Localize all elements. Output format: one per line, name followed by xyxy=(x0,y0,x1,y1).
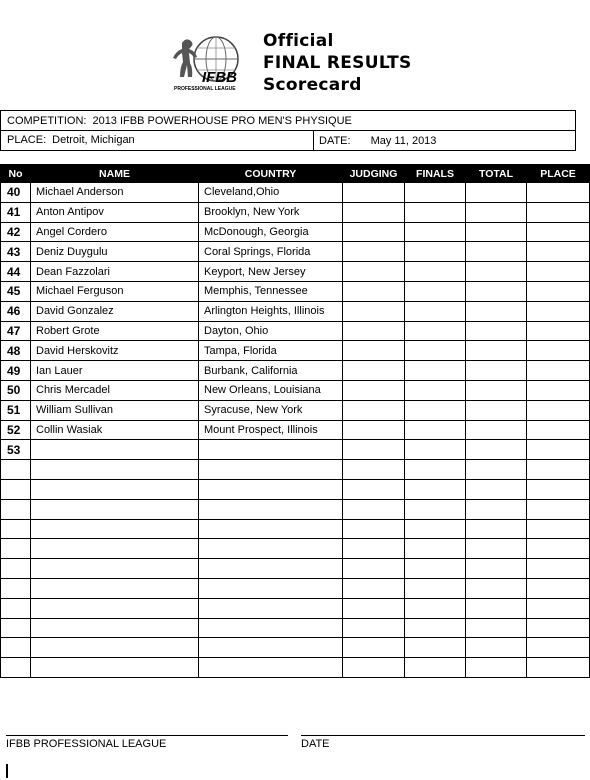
competitor-name xyxy=(31,618,199,638)
judging-cell xyxy=(343,519,405,539)
competitor-country xyxy=(199,618,343,638)
total-cell xyxy=(466,361,527,381)
finals-cell xyxy=(405,380,466,400)
judging-cell xyxy=(343,420,405,440)
judging-cell xyxy=(343,499,405,519)
competition-row xyxy=(1,111,575,130)
judging-cell xyxy=(343,341,405,361)
header-place: PLACE xyxy=(527,165,590,183)
total-cell xyxy=(466,499,527,519)
finals-cell xyxy=(405,361,466,381)
finals-cell xyxy=(405,183,466,203)
judging-cell xyxy=(343,559,405,579)
row-number xyxy=(1,539,31,559)
competitor-name: Deniz Duygulu xyxy=(31,242,199,262)
judging-cell xyxy=(343,361,405,381)
row-number: 42 xyxy=(1,222,31,242)
row-number: 51 xyxy=(1,400,31,420)
league-signature-label: IFBB PROFESSIONAL LEAGUE xyxy=(6,738,167,750)
competitor-name: Ian Lauer xyxy=(31,361,199,381)
date-field xyxy=(314,135,436,147)
competitor-country xyxy=(199,479,343,499)
row-number: 50 xyxy=(1,380,31,400)
row-number xyxy=(1,559,31,579)
table-row xyxy=(1,618,590,638)
row-number xyxy=(1,460,31,480)
competition-info xyxy=(0,110,576,151)
finals-cell xyxy=(405,618,466,638)
place-cell xyxy=(527,222,590,242)
place-cell xyxy=(527,559,590,579)
header-country: COUNTRY xyxy=(199,165,343,183)
competitor-name: Chris Mercadel xyxy=(31,380,199,400)
logo-subtext: PROFESSIONAL LEAGUE xyxy=(174,86,236,92)
date-signature-label: DATE xyxy=(301,738,330,750)
judging-cell xyxy=(343,539,405,559)
results-table xyxy=(0,164,590,678)
finals-cell xyxy=(405,420,466,440)
row-number xyxy=(1,499,31,519)
finals-cell xyxy=(405,559,466,579)
row-number: 44 xyxy=(1,262,31,282)
table-row xyxy=(1,420,590,440)
competition-label: COMPETITION: xyxy=(7,114,87,127)
table-row xyxy=(1,499,590,519)
place-cell xyxy=(527,262,590,282)
header-judging: JUDGING xyxy=(343,165,405,183)
competitor-country: Brooklyn, New York xyxy=(199,202,343,222)
competitor-name: Angel Cordero xyxy=(31,222,199,242)
title-line-1: Official xyxy=(263,31,334,51)
finals-cell xyxy=(405,499,466,519)
competitor-name: Collin Wasiak xyxy=(31,420,199,440)
table-row xyxy=(1,598,590,618)
total-cell xyxy=(466,618,527,638)
table-row xyxy=(1,361,590,381)
total-cell xyxy=(466,301,527,321)
competitor-name xyxy=(31,519,199,539)
judging-cell xyxy=(343,262,405,282)
judging-cell xyxy=(343,183,405,203)
total-cell xyxy=(466,598,527,618)
place-cell xyxy=(527,658,590,678)
place-cell xyxy=(527,183,590,203)
judging-cell xyxy=(343,400,405,420)
judging-cell xyxy=(343,618,405,638)
competitor-name: Michael Anderson xyxy=(31,183,199,203)
place-cell xyxy=(527,341,590,361)
text-cursor xyxy=(6,764,8,778)
date-value: May 11, 2013 xyxy=(370,134,437,147)
judging-cell xyxy=(343,281,405,301)
competitor-country xyxy=(199,578,343,598)
place-cell xyxy=(527,440,590,460)
competition-field xyxy=(1,115,352,127)
competitor-name xyxy=(31,539,199,559)
place-cell xyxy=(527,638,590,658)
finals-cell xyxy=(405,539,466,559)
row-number xyxy=(1,479,31,499)
place-cell xyxy=(527,380,590,400)
table-row xyxy=(1,479,590,499)
finals-cell xyxy=(405,242,466,262)
competitor-name: Anton Antipov xyxy=(31,202,199,222)
judging-cell xyxy=(343,479,405,499)
judging-cell xyxy=(343,598,405,618)
judging-cell xyxy=(343,321,405,341)
place-cell xyxy=(527,281,590,301)
competitor-name xyxy=(31,598,199,618)
competitor-country: Memphis, Tennessee xyxy=(199,281,343,301)
total-cell xyxy=(466,638,527,658)
judging-cell xyxy=(343,578,405,598)
place-cell xyxy=(527,578,590,598)
competitor-country xyxy=(199,519,343,539)
competitor-name xyxy=(31,460,199,480)
total-cell xyxy=(466,559,527,579)
competitor-country xyxy=(199,460,343,480)
row-number xyxy=(1,578,31,598)
finals-cell xyxy=(405,262,466,282)
judging-cell xyxy=(343,242,405,262)
competitor-country: Syracuse, New York xyxy=(199,400,343,420)
table-row xyxy=(1,578,590,598)
row-number: 45 xyxy=(1,281,31,301)
table-row xyxy=(1,341,590,361)
total-cell xyxy=(466,262,527,282)
place-cell xyxy=(527,321,590,341)
place-date-row xyxy=(1,130,575,150)
total-cell xyxy=(466,242,527,262)
competitor-name: Michael Ferguson xyxy=(31,281,199,301)
place-cell xyxy=(527,618,590,638)
table-row xyxy=(1,281,590,301)
total-cell xyxy=(466,281,527,301)
place-cell xyxy=(527,460,590,480)
total-cell xyxy=(466,658,527,678)
row-number: 41 xyxy=(1,202,31,222)
header-name: NAME xyxy=(31,165,199,183)
place-field xyxy=(1,131,314,150)
competitor-name xyxy=(31,479,199,499)
total-cell xyxy=(466,400,527,420)
total-cell xyxy=(466,578,527,598)
total-cell xyxy=(466,440,527,460)
row-number xyxy=(1,658,31,678)
scorecard-title xyxy=(263,30,412,96)
place-cell xyxy=(527,301,590,321)
competitor-country: Arlington Heights, Illinois xyxy=(199,301,343,321)
total-cell xyxy=(466,420,527,440)
competitor-name xyxy=(31,559,199,579)
finals-cell xyxy=(405,638,466,658)
total-cell xyxy=(466,380,527,400)
judging-cell xyxy=(343,380,405,400)
total-cell xyxy=(466,460,527,480)
table-row xyxy=(1,222,590,242)
total-cell xyxy=(466,519,527,539)
judging-cell xyxy=(343,202,405,222)
place-cell xyxy=(527,242,590,262)
competitor-country xyxy=(199,559,343,579)
competitor-country: McDonough, Georgia xyxy=(199,222,343,242)
signature-line-right xyxy=(301,735,585,736)
judging-cell xyxy=(343,301,405,321)
header-finals: FINALS xyxy=(405,165,466,183)
place-cell xyxy=(527,479,590,499)
table-row xyxy=(1,262,590,282)
competitor-country xyxy=(199,638,343,658)
finals-cell xyxy=(405,341,466,361)
competitor-country: New Orleans, Louisiana xyxy=(199,380,343,400)
place-cell xyxy=(527,202,590,222)
table-row xyxy=(1,539,590,559)
table-row xyxy=(1,658,590,678)
table-row xyxy=(1,242,590,262)
finals-cell xyxy=(405,440,466,460)
signature-line-left xyxy=(6,735,288,736)
row-number xyxy=(1,598,31,618)
row-number: 52 xyxy=(1,420,31,440)
competitor-country xyxy=(199,539,343,559)
table-row xyxy=(1,183,590,203)
competitor-name xyxy=(31,440,199,460)
table-row xyxy=(1,400,590,420)
finals-cell xyxy=(405,321,466,341)
place-cell xyxy=(527,499,590,519)
row-number: 47 xyxy=(1,321,31,341)
finals-cell xyxy=(405,519,466,539)
competitor-name: William Sullivan xyxy=(31,400,199,420)
finals-cell xyxy=(405,578,466,598)
row-number: 48 xyxy=(1,341,31,361)
judging-cell xyxy=(343,440,405,460)
competitor-country: Burbank, California xyxy=(199,361,343,381)
ifbb-logo xyxy=(168,33,248,95)
total-cell xyxy=(466,341,527,361)
row-number xyxy=(1,618,31,638)
competitor-name xyxy=(31,578,199,598)
header-total: TOTAL xyxy=(466,165,527,183)
place-label: PLACE: xyxy=(7,134,47,146)
finals-cell xyxy=(405,301,466,321)
competitor-country: Mount Prospect, Illinois xyxy=(199,420,343,440)
row-number: 43 xyxy=(1,242,31,262)
finals-cell xyxy=(405,479,466,499)
header-no: No xyxy=(1,165,31,183)
total-cell xyxy=(466,222,527,242)
competitor-country: Cleveland,Ohio xyxy=(199,183,343,203)
competitor-country xyxy=(199,658,343,678)
table-header-row xyxy=(1,165,590,183)
finals-cell xyxy=(405,598,466,618)
place-cell xyxy=(527,539,590,559)
row-number: 46 xyxy=(1,301,31,321)
row-number: 49 xyxy=(1,361,31,381)
total-cell xyxy=(466,321,527,341)
competitor-country xyxy=(199,499,343,519)
table-body xyxy=(1,183,590,678)
judging-cell xyxy=(343,222,405,242)
finals-cell xyxy=(405,281,466,301)
competitor-name: Robert Grote xyxy=(31,321,199,341)
table-row xyxy=(1,301,590,321)
competitor-country: Coral Springs, Florida xyxy=(199,242,343,262)
competitor-country: Dayton, Ohio xyxy=(199,321,343,341)
competitor-name: David Herskovitz xyxy=(31,341,199,361)
competitor-country xyxy=(199,598,343,618)
table-row xyxy=(1,440,590,460)
competitor-name: David Gonzalez xyxy=(31,301,199,321)
place-cell xyxy=(527,361,590,381)
finals-cell xyxy=(405,202,466,222)
judging-cell xyxy=(343,658,405,678)
row-number xyxy=(1,519,31,539)
competitor-name xyxy=(31,638,199,658)
finals-cell xyxy=(405,222,466,242)
date-label: DATE: xyxy=(319,134,351,147)
logo-text: IFBB xyxy=(202,69,237,86)
table-row xyxy=(1,202,590,222)
finals-cell xyxy=(405,460,466,480)
table-row xyxy=(1,380,590,400)
table-row xyxy=(1,460,590,480)
place-cell xyxy=(527,519,590,539)
place-cell xyxy=(527,400,590,420)
competitor-country xyxy=(199,440,343,460)
finals-cell xyxy=(405,658,466,678)
competitor-name xyxy=(31,499,199,519)
competitor-country: Tampa, Florida xyxy=(199,341,343,361)
competitor-name: Dean Fazzolari xyxy=(31,262,199,282)
table-row xyxy=(1,321,590,341)
place-cell xyxy=(527,598,590,618)
total-cell xyxy=(466,202,527,222)
row-number: 40 xyxy=(1,183,31,203)
table-row xyxy=(1,638,590,658)
total-cell xyxy=(466,479,527,499)
row-number: 53 xyxy=(1,440,31,460)
total-cell xyxy=(466,539,527,559)
title-line-3: Scorecard xyxy=(263,75,362,95)
place-value: Detroit, Michigan xyxy=(52,134,135,146)
competition-value: 2013 IFBB POWERHOUSE PRO MEN'S PHYSIQUE xyxy=(92,114,352,127)
total-cell xyxy=(466,183,527,203)
finals-cell xyxy=(405,400,466,420)
judging-cell xyxy=(343,638,405,658)
competitor-country: Keyport, New Jersey xyxy=(199,262,343,282)
place-cell xyxy=(527,420,590,440)
table-row xyxy=(1,519,590,539)
competitor-name xyxy=(31,658,199,678)
judging-cell xyxy=(343,460,405,480)
title-line-2: FINAL RESULTS xyxy=(263,53,412,73)
row-number xyxy=(1,638,31,658)
table-row xyxy=(1,559,590,579)
